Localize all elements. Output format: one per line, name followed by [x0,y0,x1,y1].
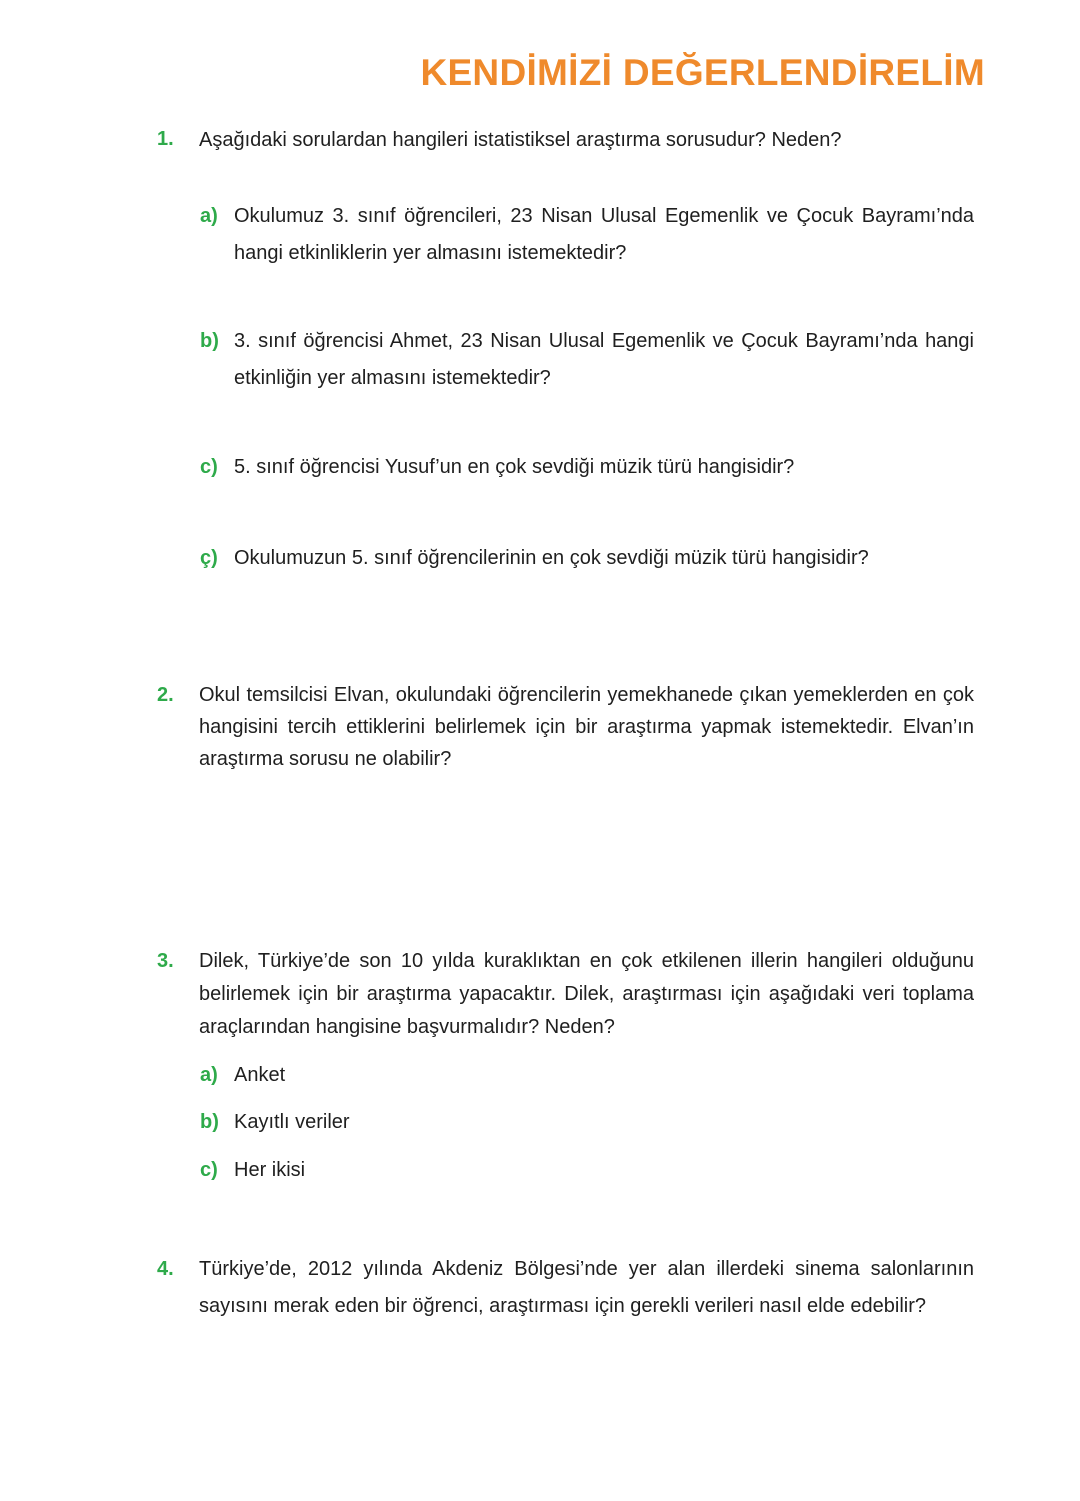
option-text: 5. sınıf öğrencisi Yusuf’un en çok sevdiği müzik türü hangisidir? [234,456,795,478]
option-text: Anket [234,1064,286,1086]
option-label: a) [200,1064,218,1086]
page-title: KENDİMİZİ DEĞERLENDİRELİM [420,52,985,93]
question-text: Aşağıdaki sorulardan hangileri istatistiksel araştırma sorusudur? Neden? [199,129,842,151]
question-text: Türkiye’de, 2012 yılında Akdeniz Bölgesi’nde yer alan illerdeki sinema salonlarının sayısını merak eden bir öğrenci, araştırması için gerekli verileri nasıl elde edebilir? [199,1258,974,1317]
option-text: Okulumuzun 5. sınıf öğrencilerinin en çok sevdiği müzik türü hangisidir? [234,547,869,569]
option-text: Kayıtlı veriler [234,1111,350,1133]
option-label: a) [200,205,218,227]
question-number: 4. [157,1258,174,1280]
option-label: ç) [200,547,218,569]
question-text: Dilek, Türkiye’de son 10 yılda kuraklıktan en çok etkilenen illerin hangileri olduğunu belirlemek için bir araştırma yapacaktır. Dilek, araştırması için aşağıdaki veri toplama araçlarından hangisine başvurmalıdır? Neden? [199,950,974,1038]
option-text: Okulumuz 3. sınıf öğrencileri, 23 Nisan Ulusal Egemenlik ve Çocuk Bayramı’nda hangi etkinliklerin yer almasını istemektedir? [234,205,974,264]
option-label: c) [200,1159,218,1181]
question-number: 1. [157,128,174,150]
question-text: Okul temsilcisi Elvan, okulundaki öğrencilerin yemekhanede çıkan yemeklerden en çok hangisini tercih ettiklerini belirlemek için bir araştırma yapmak istemektedir. Elvan’ın araştırma sorusu ne olabilir? [199,684,974,770]
question-number: 3. [157,950,174,972]
option-text: Her ikisi [234,1159,306,1181]
option-label: c) [200,456,218,478]
question-number: 2. [157,684,174,706]
option-label: b) [200,1111,219,1133]
option-text: 3. sınıf öğrencisi Ahmet, 23 Nisan Ulusal Egemenlik ve Çocuk Bayramı’nda hangi etkinliğin yer almasını istemektedir? [234,330,974,389]
option-label: b) [200,330,219,352]
